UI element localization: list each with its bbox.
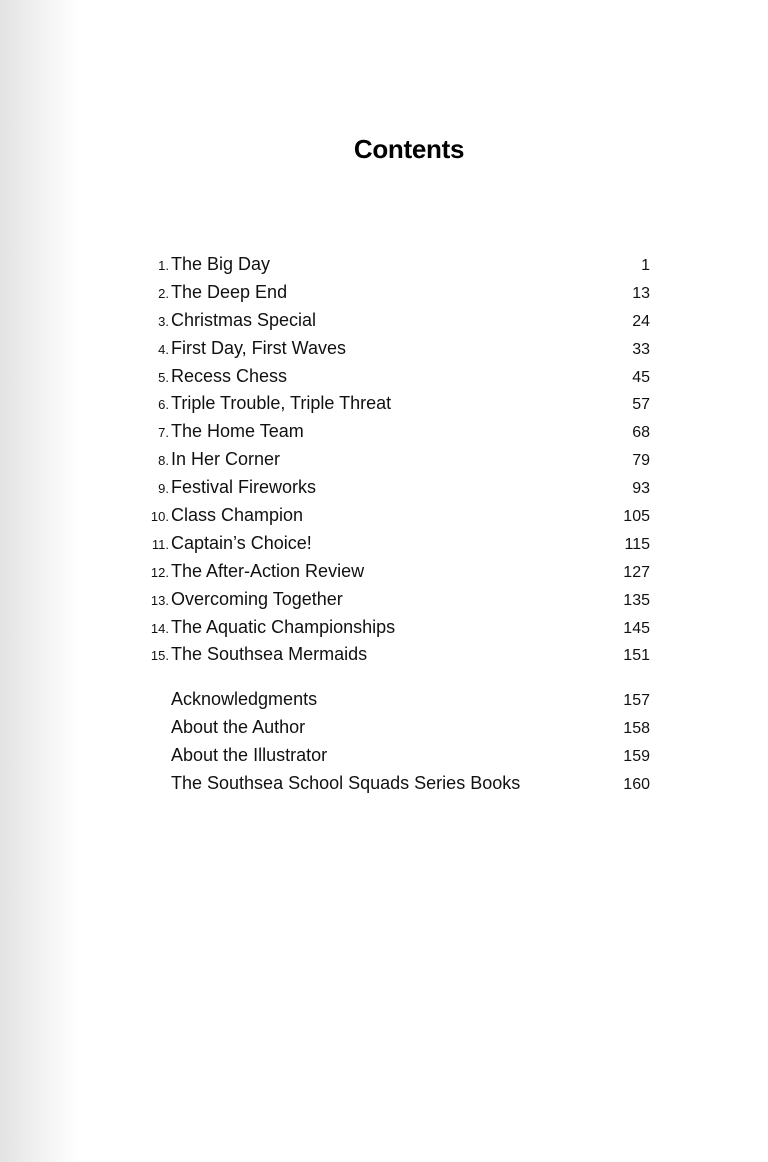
page-number: 45	[632, 368, 650, 386]
page-number: 57	[632, 396, 650, 414]
toc-backmatter-row[interactable]	[140, 773, 650, 801]
toc-chapter-row[interactable]	[140, 533, 650, 561]
page-number: 93	[632, 480, 650, 498]
chapter-title: The Southsea Mermaids	[171, 644, 368, 665]
chapter-number: 5.	[158, 369, 169, 385]
toc-backmatter-row[interactable]	[140, 717, 650, 745]
page-title: Contents	[353, 134, 465, 164]
chapter-title: The Big Day	[171, 254, 271, 274]
chapter-number: 12.	[150, 564, 169, 580]
chapter-number: 1.	[158, 258, 169, 273]
chapter-title: The After-Action Review	[171, 560, 365, 581]
toc-chapter-row[interactable]	[140, 254, 650, 282]
page-number: 115	[624, 535, 650, 553]
backmatter-title: The Southsea School Squads Series Books	[171, 773, 521, 794]
chapter-title: Overcoming Together	[171, 588, 343, 609]
toc-chapter-row[interactable]	[140, 449, 650, 477]
toc-chapter-row[interactable]	[140, 561, 650, 589]
page-number: 13	[632, 284, 650, 302]
page-number: 68	[632, 424, 650, 442]
page-number: 160	[623, 776, 650, 794]
page-number: 127	[623, 563, 650, 581]
page-number: 157	[623, 692, 650, 710]
toc-chapter-row[interactable]	[140, 310, 650, 338]
toc-chapter-row[interactable]	[140, 617, 650, 645]
chapter-title: Captain’s Choice!	[171, 532, 312, 553]
page-number: 24	[632, 312, 650, 330]
chapter-title: Festival Fireworks	[171, 477, 317, 498]
toc-chapter-row[interactable]	[140, 589, 650, 617]
chapter-number: 2.	[158, 285, 169, 301]
chapter-number: 13.	[150, 592, 169, 608]
toc-chapter-row[interactable]	[140, 421, 650, 449]
chapter-number: 4.	[158, 341, 169, 357]
toc-chapter-row[interactable]	[140, 505, 650, 533]
chapter-title: First Day, First Waves	[171, 337, 346, 358]
page-number: 33	[632, 340, 650, 358]
chapter-number: 10.	[150, 509, 169, 525]
backmatter-title: About the Illustrator	[171, 745, 328, 766]
backmatter-title: Acknowledgments	[171, 689, 318, 710]
chapter-title: Recess Chess	[171, 365, 288, 386]
toc-chapter-row[interactable]	[140, 282, 650, 310]
chapter-title: Triple Trouble, Triple Threat	[171, 393, 392, 414]
page-number: 1	[641, 257, 650, 274]
page-number: 105	[623, 508, 650, 526]
page-number: 151	[623, 647, 650, 665]
page-number: 79	[632, 452, 650, 470]
chapter-number: 15.	[150, 648, 169, 664]
section-gap	[140, 672, 650, 689]
toc-chapter-row[interactable]	[140, 644, 650, 672]
chapter-number: 14.	[150, 620, 169, 636]
chapter-number: 6.	[158, 397, 169, 413]
chapter-title: The Aquatic Championships	[171, 616, 396, 637]
toc-backmatter-row[interactable]	[140, 689, 650, 717]
backmatter-title: About the Author	[171, 717, 306, 738]
chapter-title: The Home Team	[171, 421, 304, 442]
chapter-number: 8.	[158, 453, 169, 469]
chapter-number: 3.	[158, 313, 169, 329]
chapter-number: 9.	[158, 481, 169, 497]
page-number: 159	[623, 748, 650, 766]
chapter-number: 7.	[158, 425, 169, 441]
toc-backmatter-row[interactable]	[140, 745, 650, 773]
chapter-title: In Her Corner	[171, 449, 281, 470]
toc-chapter-row[interactable]	[140, 477, 650, 505]
chapter-title: Class Champion	[171, 505, 304, 526]
chapter-title: Christmas Special	[171, 309, 317, 330]
toc-chapter-row[interactable]	[140, 393, 650, 421]
page-gutter-shadow	[0, 0, 80, 1162]
toc-chapter-row[interactable]	[140, 366, 650, 394]
table-of-contents	[140, 254, 650, 801]
page-number: 135	[623, 591, 650, 609]
page-number: 145	[623, 619, 650, 637]
chapter-title: The Deep End	[171, 281, 288, 302]
toc-chapter-row[interactable]	[140, 338, 650, 366]
chapter-number: 11.	[151, 536, 169, 552]
page-number: 158	[623, 720, 650, 738]
